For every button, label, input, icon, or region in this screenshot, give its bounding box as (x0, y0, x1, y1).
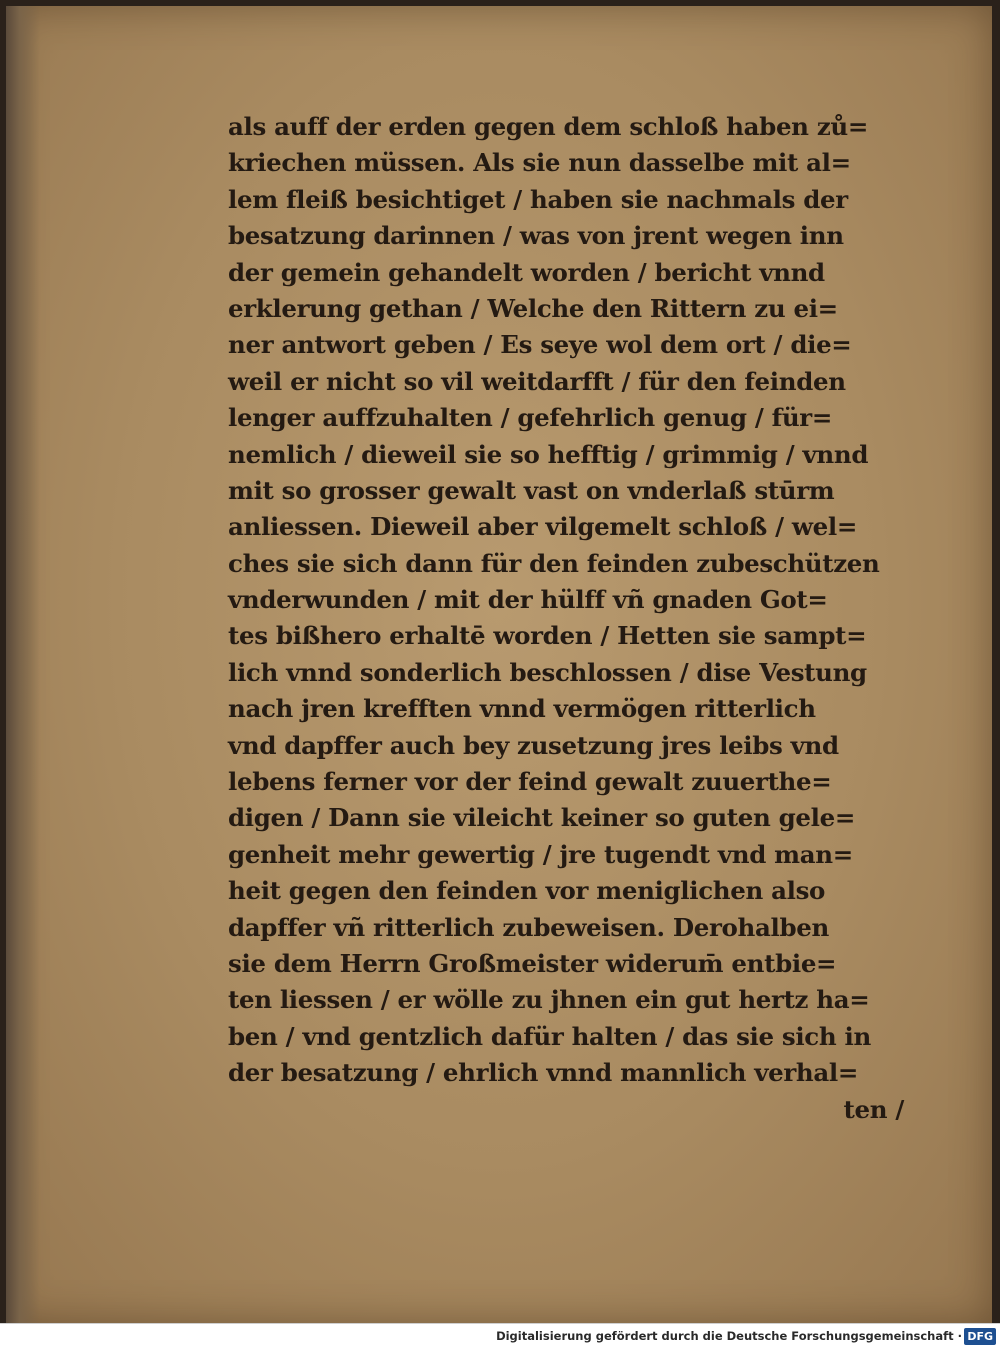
text-line-15: tes bißhero erhaltē worden / Hetten sie sampt= (228, 621, 867, 651)
text-line-13: ches sie sich dann für den feinden zubeschützen (228, 548, 880, 578)
text-line-1: als auff der erden gegen dem schloß haben zů= (228, 112, 869, 141)
dfg-logo: DFG (964, 1328, 996, 1345)
text-line-17: nach jren krefften vnnd vermögen ritterlich (228, 694, 816, 724)
text-line-24: sie dem Herrn Großmeister widerum̄ entbie= (228, 948, 837, 978)
text-line-19: lebens ferner vor der feind gewalt zuuerthe= (228, 767, 832, 797)
text-line-11: mit so grosser gewalt vast on vnderlaß stūrm (228, 475, 835, 505)
book-page (6, 6, 992, 1324)
text-line-8: weil er nicht so vil weitdarfft / für den feinden (228, 366, 846, 396)
text-line-26: ben / vnd gentzlich dafür halten / das sie sich in (228, 1021, 871, 1051)
text-line-4: besatzung darinnen / was von jrent wegen inn (228, 221, 844, 251)
funding-credit: Digitalisierung gefördert durch die Deutsche Forschungsgemeinschaft · (496, 1329, 962, 1343)
text-line-25: ten liessen / er wölle zu jhnen ein gut hertz ha= (228, 985, 870, 1015)
text-line-27: der besatzung / ehrlich vnnd mannlich verhal= (228, 1058, 859, 1088)
text-line-18: vnd dapffer auch bey zusetzung jres leibs vnd (228, 730, 839, 760)
text-line-16: lich vnnd sonderlich beschlossen / dise Vestung (228, 657, 867, 687)
text-line-21: genheit mehr gewertig / jre tugendt vnd man= (228, 839, 853, 869)
text-line-12: anliessen. Dieweil aber vilgemelt schloß / wel= (228, 512, 858, 542)
text-line-7: ner antwort geben / Es seye wol dem ort / die= (228, 330, 852, 360)
text-line-10: nemlich / dieweil sie so hefftig / grimmig / vnnd (228, 439, 869, 469)
text-line-23: dapffer vñ ritterlich zubeweisen. Derohalben (228, 912, 829, 942)
text-line-2: kriechen müssen. Als sie nun dasselbe mit al= (228, 148, 851, 178)
text-line-5: der gemein gehandelt worden / bericht vnnd (228, 257, 825, 287)
text-line-6: erklerung gethan / Welche den Rittern zu ei= (228, 293, 838, 323)
text-line-9: lenger auffzuhalten / gefehrlich genug / für= (228, 403, 833, 433)
page-gutter (6, 6, 40, 1324)
text-line-22: heit gegen den feinden vor meniglichen also (228, 876, 826, 906)
footer-bar (0, 1323, 1000, 1351)
text-line-3: lem fleiß besichtiget / haben sie nachmals der (228, 184, 848, 214)
text-block (228, 109, 918, 1128)
text-line-14: vnderwunden / mit der hülff vñ gnaden Got= (228, 585, 828, 615)
catchword: ten / (843, 1094, 904, 1124)
text-line-20: digen / Dann sie vileicht keiner so guten gele= (228, 803, 856, 833)
